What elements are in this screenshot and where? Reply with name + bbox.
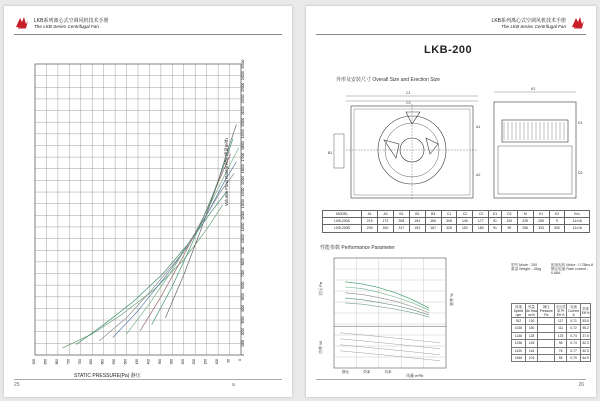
table-header-cell: D1 [489,211,502,218]
table-header-cell: 转速 Speed rpm [512,304,526,318]
table-cell: 150 [525,325,537,332]
motor-info-right [551,263,596,276]
table-cell: 1028 [512,325,526,332]
table-cell: 0.71 [566,318,581,325]
y-tick-label: 17000 [241,152,245,162]
drawing-label-b1: B1 [328,151,333,155]
x-tick-label: 350 [157,359,162,365]
table-cell: 912 [512,318,526,325]
y-tick-label: 0 [241,354,245,356]
table-cell: 256 [517,225,533,232]
x-tick-label: 600 [100,359,105,365]
legend-power: 功率 [384,370,392,374]
center-mark: a [232,382,235,388]
table-cell: 91 [489,225,502,232]
x-tick-label: 250 [180,359,185,365]
table-cell: 0.79 [566,355,581,362]
table-header-cell: 静压 Pressure Pa [539,304,553,317]
x-tick-label: 50 [226,359,231,363]
y-tick-label: 8000 [241,258,245,266]
pc-bottom-axis-label: 风量 m³/h [406,373,424,378]
right-page [306,6,596,397]
perf-curve [345,293,429,313]
table-cell: 99 [501,225,517,232]
table-cell: 0.74 [566,340,581,347]
table-row [512,340,591,347]
y-tick-label: 1000 [241,339,245,347]
performance-heading: 性能参数 Performance Parameter [320,245,395,251]
x-tick-label: 750 [66,359,71,365]
table-cell: 0.74 [566,332,581,339]
header-title-en: The LKB Series Centrifugal Fan [501,24,566,29]
table-cell: 125 [525,340,537,347]
y-tick-label: 5000 [241,293,245,301]
x-tick-label: 700 [77,359,82,365]
y-tick-label: 7000 [241,269,245,278]
y-tick-label: 13000 [241,199,245,209]
table-cell: 11×16 [565,218,590,225]
motor: 配用电机 Motor : 0.78kw-6 [551,263,594,267]
table-cell [538,332,555,339]
table-cell: 62.3 [582,341,589,346]
weight: 重量 Weight : 15kg [511,267,542,272]
page-number: 26 [578,382,584,388]
y-tick-label: 4000 [241,304,245,312]
table-cell [538,325,555,332]
table-cell: 219 [362,218,378,225]
x-tick-label: 0 [238,359,242,361]
y-tick-label: 2000 [241,328,245,336]
header-title-zh: LKB系列离心式空调风机技术手册 [34,18,109,24]
table-cell: 1546 [512,355,526,362]
table-header-cell: 效率 Eff % [581,304,591,318]
table-cell: 308 [441,218,457,225]
table-cell: 64.9 [582,356,589,361]
x-tick-label: 850 [43,359,48,365]
table-row [512,332,591,339]
table-cell: 55.2 [582,326,589,331]
table-cell [538,340,555,347]
table-cell: 130 [525,318,537,325]
table-header-cell: C2 [457,211,473,218]
table-cell: 100 [501,218,517,225]
table-cell: 53.6 [582,319,589,323]
table-cell: 62.5 [582,348,589,353]
x-tick-label: 900 [32,359,36,365]
model-title: LKB-200 [424,44,473,56]
table-cell: 333 [533,225,549,232]
power-curve [340,339,440,349]
table-header-cell: C1 [441,211,457,218]
dimension-heading: 外形及安装尺寸 Overall Size and Erection Size [336,77,440,83]
footer-rule [14,379,282,380]
pc-right-axis-label: 效率 % [449,293,454,306]
table-row [512,347,591,354]
table-cell: 0.72 [566,325,581,332]
table-cell [538,355,555,362]
table-header-cell: MODEL [323,211,362,218]
y-tick-label: 24000 [241,71,245,81]
model-type: 型号 Mode : 200 [511,263,538,267]
table-header-cell: B1 [393,211,409,218]
pc-legend [342,370,392,375]
table-cell: 300 [549,225,565,232]
header-title-en: The LKB Series Centrifugal Fan [34,24,99,29]
footer-rule [316,379,586,380]
drawing-label-d2: D2 [578,171,583,175]
table-cell: 37.8 [582,333,589,338]
table-cell: 308 [393,218,409,225]
table-header-row [512,304,591,318]
x-tick-label: 300 [169,359,174,365]
drawing-label-d1: D1 [578,121,583,125]
drawing-label-m: K2 [531,87,536,91]
legend-static: 静压 [342,370,350,374]
power-curve [340,351,440,361]
table-cell: 328 [441,225,457,232]
table-cell: 255 [533,218,549,225]
table-cell: 153 [409,225,425,232]
x-tick-label: 200 [192,359,197,365]
curve-line [127,148,239,334]
table-cell: 55 [555,355,566,362]
left-page [4,6,292,397]
pc-lower-axis-label: 功率 W [318,341,323,354]
x-tick-label: 400 [146,359,151,365]
table-cell: 140 [457,218,473,225]
table-cell: 96 [555,340,566,347]
y-tick-label: 21000 [241,106,245,115]
table-header-cell: 电流 Current A [568,304,580,317]
table-header-cell: M [517,211,533,218]
table-cell: 103 [555,332,566,339]
table-cell [538,318,555,325]
table-header-cell: C3 [473,211,489,218]
table-header-cell: H×L [565,211,590,218]
table-cell: LKB-200A [323,218,362,225]
y-tick-label: 19000 [241,129,245,139]
x-axis-label: STATIC PRESSURE(Pa) 静压 [74,373,141,379]
table-cell [538,347,555,354]
x-tick-label: 100 [215,359,220,365]
table-cell: 239 [362,225,378,232]
legend-eff: 效率 [363,370,371,374]
pc-left-axis-label: 全压 Pa [318,281,323,296]
drawing-label-c1: C1 [406,91,411,95]
x-tick-label: 800 [54,359,59,365]
table-cell: 172 [378,218,394,225]
y-tick-label: 6000 [241,281,245,289]
table-cell: 117 [555,318,566,325]
perf-curve [345,298,429,315]
y-tick-label: 20000 [241,117,245,127]
header-title-zh: LKB系列离心式空调风机技术手册 [491,18,566,24]
x-tick-label: 650 [89,359,94,365]
curve-line [140,154,230,331]
table-header-cell: B2 [409,211,425,218]
table-cell: 1420 [512,347,526,354]
table-header-cell: A2 [378,211,394,218]
table-cell: 167 [425,225,441,232]
table-cell: 116 [525,347,537,354]
y-axis-label: Volume Flow Rate(m³/h) 流量m³/h [224,138,229,206]
table-header-cell: D2 [501,211,517,218]
table-header-cell: A1 [362,211,378,218]
x-tick-label: 500 [123,359,128,365]
table-row [512,355,591,362]
table-header-cell: 全压效率 Pt Eff % [555,304,566,317]
table-cell: 128 [525,332,537,339]
performance-table [511,303,591,362]
y-tick-label: 10000 [241,234,245,244]
y-tick-label: 11000 [241,222,245,232]
y-tick-label: 16000 [241,164,245,174]
fan-curve-chart [4,6,292,397]
x-tick-label: 450 [135,359,139,365]
table-cell: 0.77 [566,347,581,354]
x-tick-label: 550 [112,359,117,365]
table-header-cell: 风量 Air flow m³/h [526,304,537,317]
page-number: 25 [14,382,20,388]
table-cell: 177 [473,218,489,225]
y-tick-label: 12000 [241,210,245,220]
curve-line [113,162,237,338]
drawing-label-a1: A1 [476,125,481,129]
drawing-label-c2: C2 [406,101,411,105]
table-cell: 76 [555,347,566,354]
table-cell: 317 [393,225,409,232]
table-cell: 1146 [512,332,526,339]
y-tick-label: 18000 [241,141,245,150]
table-cell: 225 [517,218,533,225]
table-cell: 91 [489,218,502,225]
y-tick-label: 15000 [241,175,245,185]
y-tick-label: 9000 [241,246,245,254]
table-cell: LKB-200B [323,225,362,232]
table-header-cell: B3 [425,211,441,218]
drawing-label-a2: A2 [476,173,481,177]
y-tick-label: 25000 [241,59,245,69]
x-tick-label: 150 [203,359,208,365]
table-header-cell: K2 [549,211,565,218]
table-cell: 180 [473,225,489,232]
table-cell: 9 [549,218,565,225]
table-header-cell: K1 [533,211,549,218]
table-cell: 11×16 [565,225,590,232]
table-cell: 154 [409,218,425,225]
table-cell: 103 [525,355,537,362]
y-tick-label: 22000 [241,94,245,104]
table-cell: 1236 [512,340,526,347]
table-cell: 111 [555,325,566,332]
table-cell: 180 [378,225,394,232]
rate-current: 额定电流 Rate current : 0.66A [551,267,589,276]
y-tick-label: 23000 [241,82,245,92]
table-row [512,318,591,325]
y-tick-label: 3000 [241,316,245,324]
motor-info-left [511,263,541,271]
table-cell: 152 [457,225,473,232]
table-cell: 160 [425,218,441,225]
power-curve [340,333,440,343]
y-tick-label: 14000 [241,187,245,197]
table-row [512,325,591,332]
power-curve [340,345,440,355]
